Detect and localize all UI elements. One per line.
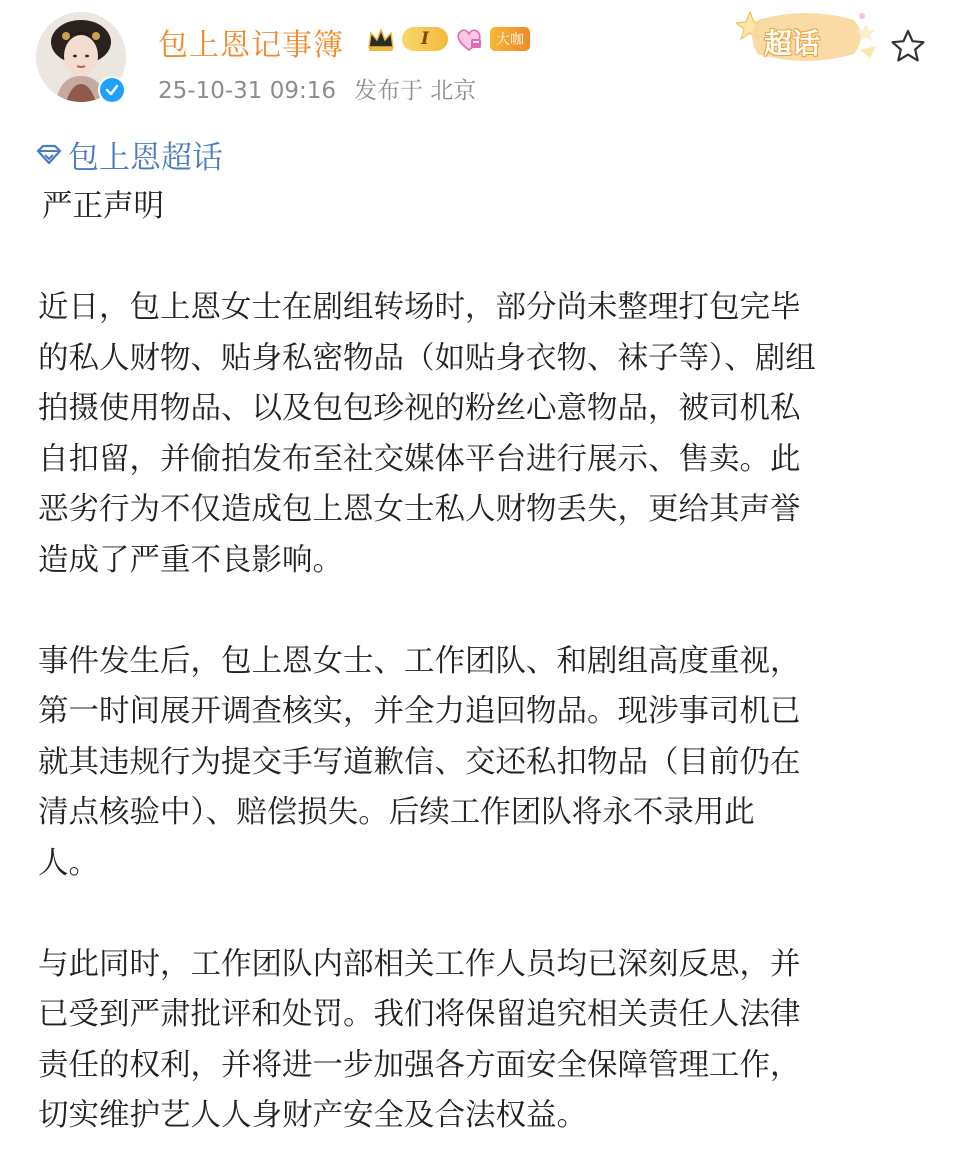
text-line: 就其违规行为提交手写道歉信、交还私扣物品（目前仍在 bbox=[38, 744, 801, 780]
user-badges bbox=[366, 24, 530, 54]
text-line: 人。 bbox=[38, 845, 99, 881]
supertopic-link[interactable] bbox=[34, 132, 223, 177]
text-line: 恶劣行为不仅造成包上恩女士私人财物丢失，更给其声誉 bbox=[38, 492, 801, 527]
post-timestamp: 25-10-31 09:16 bbox=[158, 78, 336, 104]
fan-badge[interactable]: 大咖 bbox=[490, 27, 530, 51]
text-line: 近日，包上恩女士在剧组转场时，部分尚未整理打包完毕 bbox=[38, 290, 801, 325]
verified-icon bbox=[98, 76, 126, 104]
post-body bbox=[38, 182, 928, 1142]
text-line: 事件发生后，包上恩女士、工作团队、和剧组高度重视， bbox=[38, 643, 801, 679]
text-line: 拍摄使用物品、以及包包珍视的粉丝心意物品，被司机私 bbox=[38, 391, 801, 426]
text-line: 切实维护艺人人身财产安全及合法权益。 bbox=[38, 1098, 587, 1133]
text-line: 自扣留，并偷拍发布至社交媒体平台进行展示、售卖。此 bbox=[38, 441, 801, 477]
supertopic-link-label: 包上恩超话 bbox=[68, 140, 223, 176]
supertopic-badge-label: 超话 bbox=[764, 27, 821, 60]
post-location: 发布于 北京 bbox=[354, 78, 477, 104]
post-title: 严正声明 bbox=[42, 189, 164, 224]
text-line: 清点核验中）、赔偿损失。后续工作团队将永不录用此 bbox=[38, 795, 755, 830]
text-line: 责任的权利，并将进一步加强各方面安全保障管理工作， bbox=[38, 1047, 801, 1083]
star-icon[interactable] bbox=[888, 26, 928, 66]
paragraph-1 bbox=[38, 283, 928, 586]
diamond-icon bbox=[34, 144, 64, 166]
post-header bbox=[0, 0, 960, 120]
text-line: 与此同时，工作团队内部相关工作人员均已深刻反思，并 bbox=[38, 946, 801, 982]
gift-badge-icon[interactable] bbox=[454, 25, 484, 53]
username[interactable]: 包上恩记事簿 bbox=[158, 28, 344, 63]
paragraph-2 bbox=[38, 637, 928, 890]
supertopic-badge[interactable] bbox=[736, 6, 886, 76]
paragraph-3 bbox=[38, 940, 928, 1142]
text-line: 的私人财物、贴身私密物品（如贴身衣物、袜子等）、剧组 bbox=[38, 340, 816, 376]
crown-icon[interactable] bbox=[366, 24, 396, 54]
text-line: 造成了严重不良影响。 bbox=[38, 542, 343, 578]
post-meta bbox=[158, 72, 476, 105]
text-line: 已受到严肃批评和处罚。我们将保留追究相关责任人法律 bbox=[38, 997, 801, 1032]
level-badge[interactable]: I bbox=[402, 27, 448, 51]
text-line: 第一时间展开调查核实，并全力追回物品。现涉事司机已 bbox=[38, 694, 801, 729]
